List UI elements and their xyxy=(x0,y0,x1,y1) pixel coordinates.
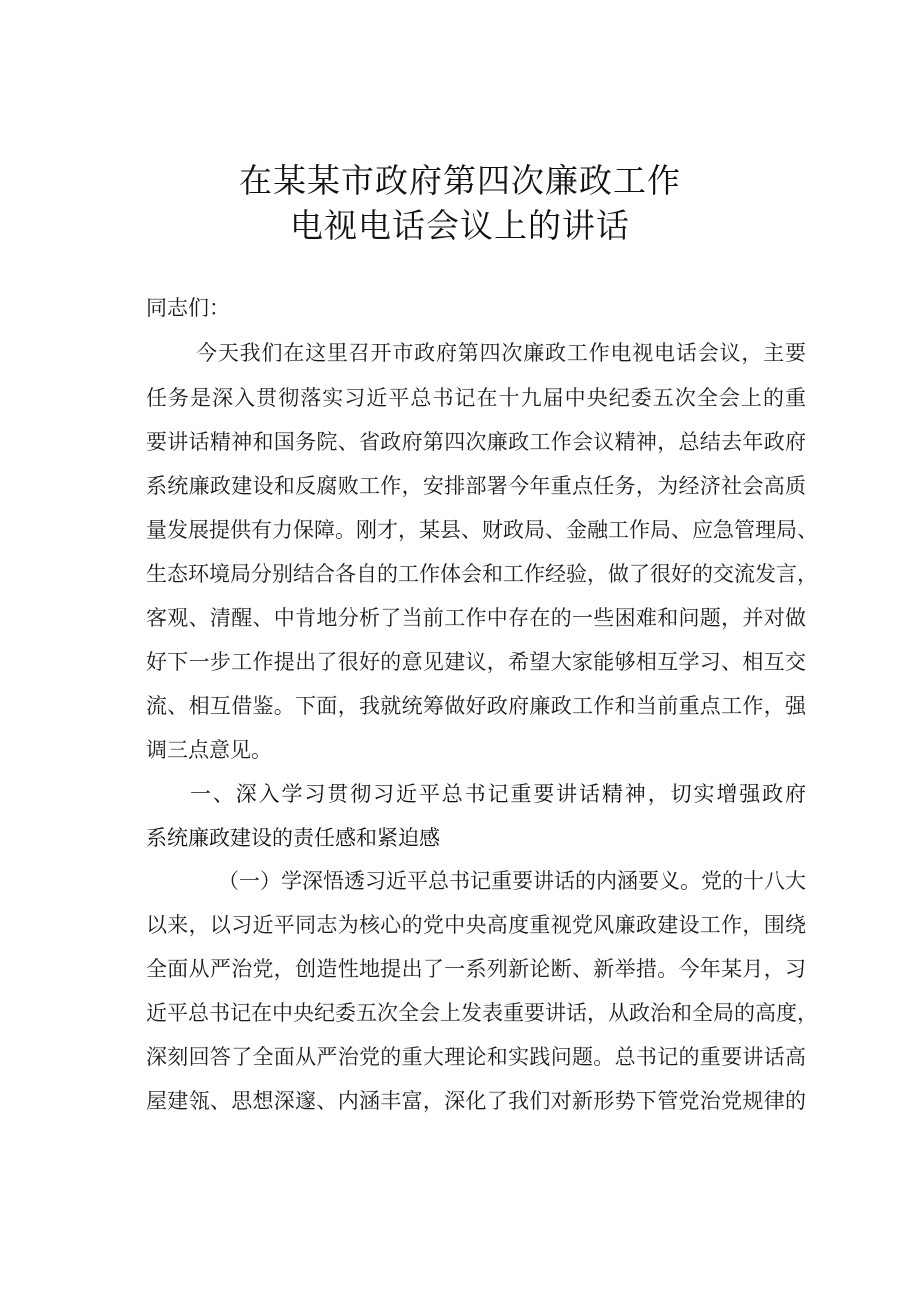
intro-line: 系统廉政建设和反腐败工作，安排部署今年重点任务，为经济社会高质 xyxy=(146,474,806,498)
subsection-one-line: 近平总书记在中央纪委五次全会上发表重要讲话，从政治和全局的高度， xyxy=(146,1001,818,1025)
intro-line: 量发展提供有力保障。刚才，某县、财政局、金融工作局、应急管理局、 xyxy=(146,518,818,542)
intro-line: 任务是深入贯彻落实习近平总书记在十九届中央纪委五次全会上的重 xyxy=(146,386,806,410)
greeting: 同志们： xyxy=(146,296,230,320)
section-one-heading-line: 系统廉政建设的责任感和紧迫感 xyxy=(146,826,440,850)
intro-line: 客观、清醒、中肯地分析了当前工作中存在的一些困难和问题，并对做 xyxy=(146,606,806,630)
document-title-line-2: 电视电话会议上的讲话 xyxy=(290,206,630,245)
subsection-one-line: 深刻回答了全面从严治党的重大理论和实践问题。总书记的重要讲话高 xyxy=(146,1045,806,1069)
intro-line: 调三点意见。 xyxy=(146,738,272,762)
subsection-one-line: 屋建瓴、思想深邃、内涵丰富，深化了我们对新形势下管党治党规律的 xyxy=(146,1089,806,1113)
intro-line: 流、相互借鉴。下面，我就统筹做好政府廉政工作和当前重点工作，强 xyxy=(146,694,806,718)
intro-line: 生态环境局分别结合各自的工作体会和工作经验，做了很好的交流发言， xyxy=(146,562,818,586)
subsection-one-line: 全面从严治党，创造性地提出了一系列新论断、新举措。今年某月，习 xyxy=(146,957,806,981)
section-one-heading-line: 一、深入学习贯彻习近平总书记重要讲话精神，切实增强政府 xyxy=(190,782,806,806)
intro-line: 好下一步工作提出了很好的意见建议，希望大家能够相互学习、相互交 xyxy=(146,650,806,674)
document-title-line-1: 在某某市政府第四次廉政工作 xyxy=(239,161,681,200)
intro-line: 今天我们在这里召开市政府第四次廉政工作电视电话会议，主要 xyxy=(196,341,806,365)
subsection-one-line: 以来，以习近平同志为核心的党中央高度重视党风廉政建设工作，围绕 xyxy=(146,913,806,937)
subsection-one-line: （一）学深悟透习近平总书记重要讲话的内涵要义。党的十八大 xyxy=(218,869,806,893)
intro-line: 要讲话精神和国务院、省政府第四次廉政工作会议精神，总结去年政府 xyxy=(146,430,806,454)
